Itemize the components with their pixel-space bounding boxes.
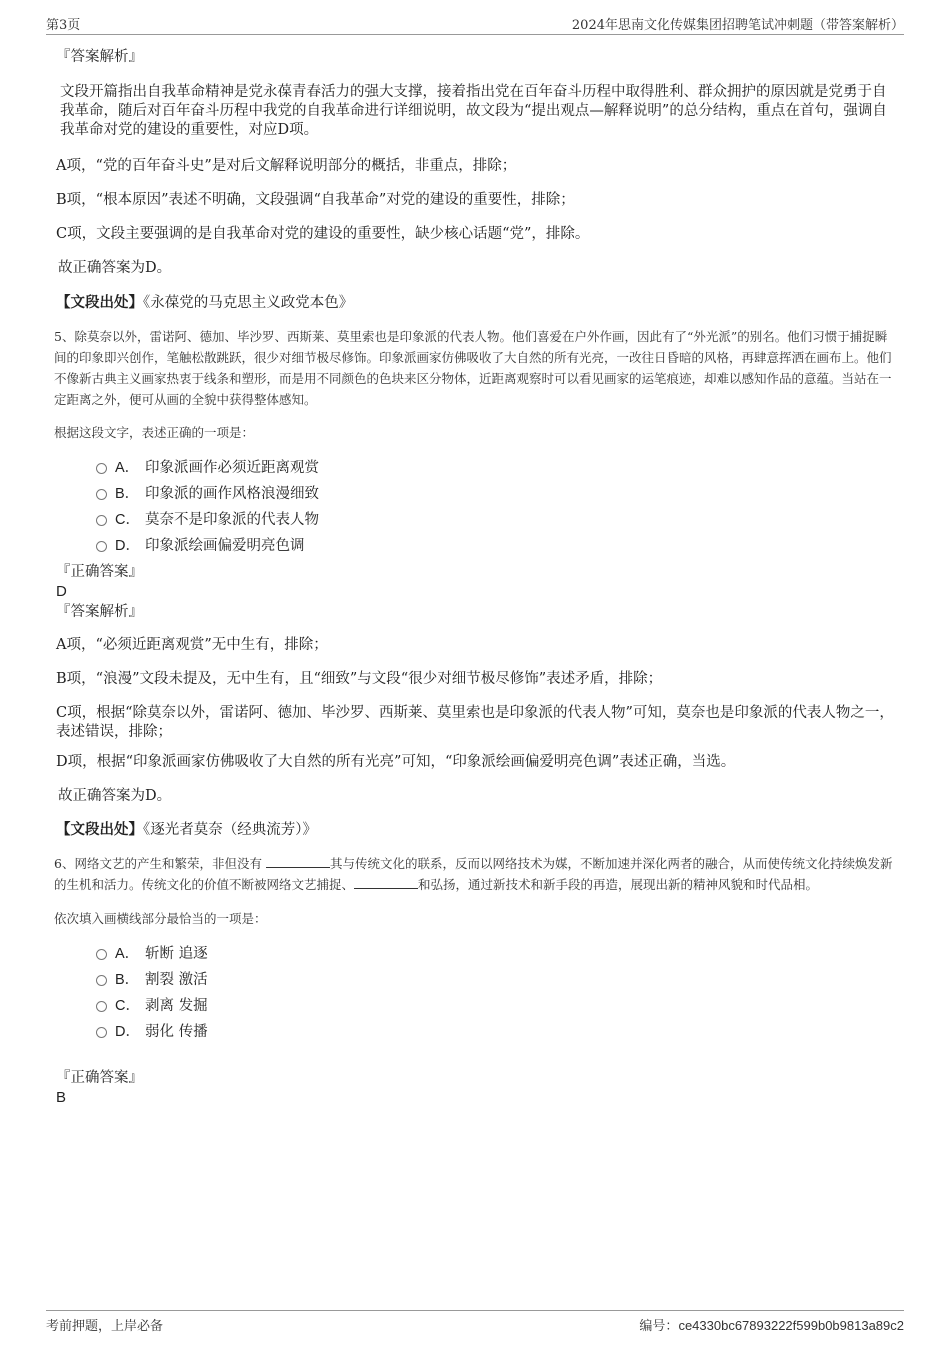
radio-icon[interactable] bbox=[96, 515, 107, 526]
q5-analysis-a: A项，“必须近距离观赏”无中生有，排除； bbox=[56, 637, 328, 653]
q5-analysis-label: 『答案解析』 bbox=[56, 604, 143, 620]
q6-option-c[interactable]: C． 剥离 发掘 bbox=[56, 993, 896, 1019]
document-title: 2024年思南文化传媒集团招聘笔试冲刺题（带答案解析） bbox=[571, 18, 904, 33]
q5-option-b[interactable]: B． 印象派的画作风格浪漫细致 bbox=[56, 481, 896, 507]
page-number: 第3页 bbox=[46, 18, 81, 33]
q6-answer: B bbox=[56, 1089, 67, 1106]
q6-prompt: 依次填入画横线部分最恰当的一项是： bbox=[54, 911, 267, 926]
q5-options bbox=[56, 455, 896, 559]
document-code: ce4330bc67893222f599b0b9813a89c2 bbox=[678, 1318, 904, 1333]
radio-icon[interactable] bbox=[96, 463, 107, 474]
q6-options bbox=[56, 941, 896, 1045]
radio-icon[interactable] bbox=[96, 975, 107, 986]
q5-conclusion: 故正确答案为D。 bbox=[58, 788, 172, 804]
q5-option-a[interactable]: A． 印象派画作必须近距离观赏 bbox=[56, 455, 896, 481]
page-header bbox=[46, 14, 904, 35]
radio-icon[interactable] bbox=[96, 489, 107, 500]
q4-analysis-c: C项，文段主要强调的是自我革命对党的建设的重要性，缺少核心话题“党”，排除。 bbox=[56, 226, 590, 242]
fill-blank-2[interactable] bbox=[354, 876, 418, 889]
q5-answer-label: 『正确答案』 bbox=[56, 564, 143, 580]
fill-blank-1[interactable] bbox=[266, 855, 330, 868]
q4-analysis-a: A项，“党的百年奋斗史”是对后文解释说明部分的概括，非重点，排除； bbox=[56, 158, 517, 174]
q5-source bbox=[56, 820, 896, 840]
footer-code: 编号：ce4330bc67893222f599b0b9813a89c2 bbox=[639, 1318, 904, 1334]
q5-stem: 5、除莫奈以外，雷诺阿、德加、毕沙罗、西斯莱、莫里索也是印象派的代表人物。他们喜爱在户外作画，因此有了“外光派”的别名。他们习惯于捕捉瞬间的印象即兴创作，笔触松散跳跃，很少对细节极尽修饰。印象派画家仿佛吸收了大自然的所有光亮，一改往日昏暗的风格，再肆意挥洒在画布上。他们不像新古典主义画家热衷于线条和塑形，而是用不同颜色的色块来区分物体，近距离观察时可以看见画家的运笔痕迹，却难以感知作品的意蕴。当站在一定距离之外，便可从画的全貌中获得整体感知。 bbox=[54, 329, 892, 407]
q4-analysis-b: B项，“根本原因”表述不明确，文段强调“自我革命”对党的建设的重要性，排除； bbox=[56, 192, 575, 208]
page-footer bbox=[46, 1310, 904, 1333]
q4-analysis-text: 文段开篇指出自我革命精神是党永葆青春活力的强大支撑，接着指出党在百年奋斗历程中取得胜利、群众拥护的原因就是党勇于自我革命，随后对百年奋斗历程中我党的自我革命进行详细说明，故文段为“提出观点—解释说明”的总分结构，重点在首句，强调自我革命对党的建设的重要性，对应D项。 bbox=[60, 84, 887, 138]
q5-option-c[interactable]: C． 莫奈不是印象派的代表人物 bbox=[56, 507, 896, 533]
q5-option-d[interactable]: D． 印象派绘画偏爱明亮色调 bbox=[56, 533, 896, 559]
q4-source bbox=[56, 293, 896, 313]
q4-source-label: 【文段出处】 bbox=[56, 294, 143, 311]
q5-analysis-b: B项，“浪漫”文段未提及，无中生有，且“细致”与文段“很少对细节极尽修饰”表述矛盾，排除； bbox=[56, 671, 663, 687]
q4-source-title: 《永葆党的马克思主义政党本色》 bbox=[143, 295, 354, 311]
q6-stem: 6、网络文艺的产生和繁荣，非但没有 其与传统文化的联系，反而以网络技术为媒，不断加速并深化两者的融合，从而使传统文化持续焕发新的生机和活力。传统文化的价值不断被网络文艺捕捉、 和弘扬，通过新技术和新手段的再造，展现出新的精神风貌和时代品相。 bbox=[54, 856, 893, 892]
q6-option-a[interactable]: A． 斩断 追逐 bbox=[56, 941, 896, 967]
page-content bbox=[56, 44, 896, 1107]
radio-icon[interactable] bbox=[96, 541, 107, 552]
q4-conclusion: 故正确答案为D。 bbox=[58, 260, 172, 276]
q5-prompt: 根据这段文字，表述正确的一项是： bbox=[54, 425, 255, 440]
q4-analysis-label: 『答案解析』 bbox=[56, 49, 143, 65]
q6-answer-label: 『正确答案』 bbox=[56, 1070, 143, 1086]
q5-answer: D bbox=[56, 583, 67, 600]
footer-slogan: 考前押题，上岸必备 bbox=[46, 1319, 164, 1334]
radio-icon[interactable] bbox=[96, 949, 107, 960]
q6-option-b[interactable]: B． 割裂 激活 bbox=[56, 967, 896, 993]
q5-analysis-d: D项，根据“印象派画家仿佛吸收了大自然的所有光亮”可知，“印象派绘画偏爱明亮色调”表述正确，当选。 bbox=[56, 754, 736, 770]
q5-source-label: 【文段出处】 bbox=[56, 821, 143, 838]
radio-icon[interactable] bbox=[96, 1001, 107, 1012]
radio-icon[interactable] bbox=[96, 1027, 107, 1038]
q6-option-d[interactable]: D． 弱化 传播 bbox=[56, 1019, 896, 1045]
q5-analysis-c: C项，根据“除莫奈以外，雷诺阿、德加、毕沙罗、西斯莱、莫里索也是印象派的代表人物”可知，莫奈也是印象派的代表人物之一，表述错误，排除； bbox=[56, 705, 894, 740]
q5-source-title: 《逐光者莫奈（经典流芳）》 bbox=[143, 822, 317, 838]
